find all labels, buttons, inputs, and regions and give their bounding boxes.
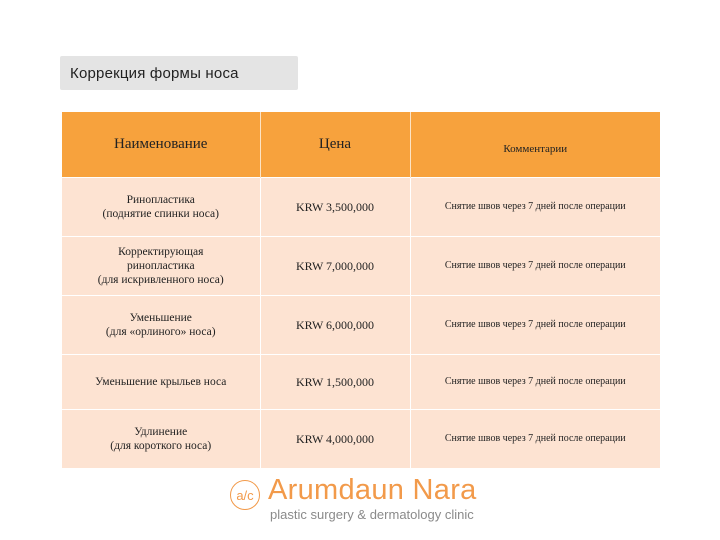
procedure-comment: Снятие швов через 7 дней после операции <box>410 178 660 237</box>
procedure-price: KRW 1,500,000 <box>260 355 410 410</box>
table-row <box>62 355 660 410</box>
table-row <box>62 410 660 469</box>
procedure-price: KRW 7,000,000 <box>260 237 410 296</box>
logo-tagline: plastic surgery & dermatology clinic <box>270 507 474 522</box>
header-price: Цена <box>260 112 410 178</box>
procedure-name: Уменьшение крыльев носа <box>62 355 260 410</box>
table-row <box>62 237 660 296</box>
procedure-comment: Снятие швов через 7 дней после операции <box>410 410 660 469</box>
procedure-comment: Снятие швов через 7 дней после операции <box>410 237 660 296</box>
procedure-price: KRW 3,500,000 <box>260 178 410 237</box>
logo-name: Arumdaun Nara <box>268 474 477 506</box>
procedure-price: KRW 6,000,000 <box>260 296 410 355</box>
procedure-comment: Снятие швов через 7 дней после операции <box>410 355 660 410</box>
header-name: Наименование <box>62 112 260 178</box>
price-table <box>62 112 660 468</box>
procedure-name: Корректирующая ринопластика (для искривленного носа) <box>62 237 260 296</box>
logo-mark-icon: a/c <box>230 480 260 510</box>
procedure-name: Ринопластика (поднятие спинки носа) <box>62 178 260 237</box>
procedure-name: Уменьшение (для «орлиного» носа) <box>62 296 260 355</box>
header-comment: Комментарии <box>410 112 660 178</box>
clinic-logo <box>230 474 530 526</box>
table-header-row <box>62 112 660 178</box>
procedure-comment: Снятие швов через 7 дней после операции <box>410 296 660 355</box>
procedure-name: Удлинение (для короткого носа) <box>62 410 260 469</box>
table-row <box>62 296 660 355</box>
page-title: Коррекция формы носа <box>60 56 298 90</box>
procedure-price: KRW 4,000,000 <box>260 410 410 469</box>
table-row <box>62 178 660 237</box>
